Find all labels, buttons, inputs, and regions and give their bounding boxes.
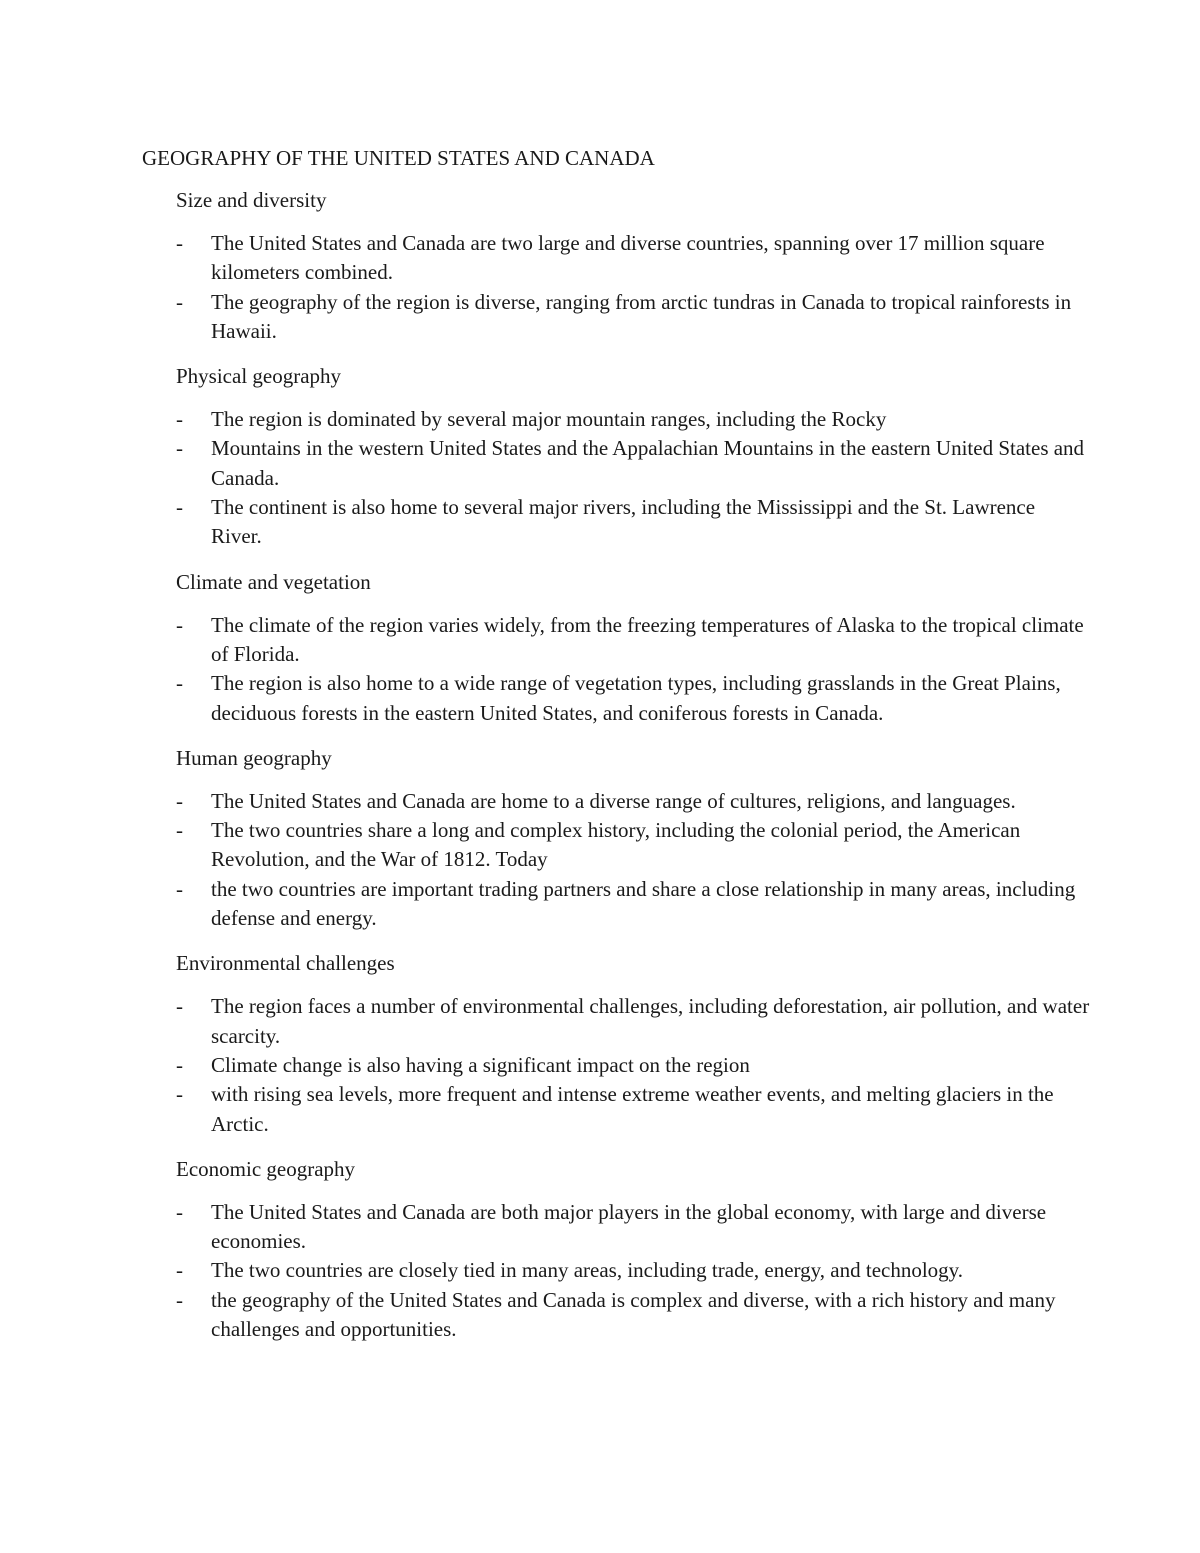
bullet-dash: - [176, 289, 183, 314]
list-item-text: the geography of the United States and Canada is complex and diverse, with a rich history and many challenges and opportunities. [211, 1287, 1056, 1342]
section-heading: Climate and vegetation [176, 569, 371, 594]
document-body [176, 185, 1090, 1359]
list-item-text: The geography of the region is diverse, ranging from arctic tundras in Canada to tropical rainforests in Hawaii. [211, 289, 1072, 343]
list-item [176, 434, 1091, 493]
section-economic-geography [176, 1154, 1076, 1344]
bullet-dash: - [176, 1199, 183, 1224]
list-item [176, 288, 1091, 347]
bullet-list [176, 992, 1090, 1138]
document-title: GEOGRAPHY OF THE UNITED STATES AND CANADA [142, 146, 655, 170]
bullet-dash: - [176, 788, 183, 813]
list-item-text: The region is also home to a wide range of vegetation types, including grasslands in the Great Plains, deciduous forests in the eastern United States, and coniferous forests in Canada. [211, 671, 1061, 725]
bullet-dash: - [176, 495, 183, 520]
section-heading: Physical geography [176, 364, 342, 389]
bullet-list [176, 1198, 1076, 1344]
bullet-dash: - [176, 818, 183, 843]
section-physical-geography [176, 361, 1085, 551]
bullet-dash: - [176, 1258, 183, 1283]
list-item-text: the two countries are important trading partners and share a close relationship in many areas, including defense and energy. [211, 876, 1076, 931]
list-item [176, 493, 1091, 552]
list-item [176, 1051, 1091, 1080]
list-item [176, 1286, 1091, 1345]
bullet-dash: - [176, 994, 183, 1019]
section-heading: Environmental challenges [176, 951, 395, 976]
section-environmental-challenges [176, 948, 1090, 1138]
bullet-dash: - [176, 1052, 183, 1077]
list-item [176, 611, 1091, 670]
bullet-dash: - [176, 436, 183, 461]
section-heading: Economic geography [176, 1156, 356, 1181]
list-item-text: The United States and Canada are home to a diverse range of cultures, religions, and languages. [211, 788, 1016, 813]
bullet-dash: - [176, 407, 183, 432]
list-item [176, 669, 1091, 728]
list-item [176, 787, 1091, 816]
list-item [176, 1198, 1091, 1257]
bullet-dash: - [176, 1082, 183, 1107]
bullet-list [176, 229, 1076, 346]
bullet-list [176, 611, 1084, 728]
list-item [176, 405, 1091, 434]
list-item-text: The climate of the region varies widely, from the freezing temperatures of Alaska to the tropical climate of Florida. [211, 612, 1084, 666]
list-item-text: The region is dominated by several major mountain ranges, including the Rocky [211, 407, 887, 432]
bullet-dash: - [176, 1287, 183, 1312]
list-item [176, 229, 1091, 288]
list-item-text: The two countries are closely tied in many areas, including trade, energy, and technology. [211, 1258, 964, 1283]
list-item-text: The region faces a number of environmental challenges, including deforestation, air pollution, and water scarcity. [211, 994, 1090, 1048]
list-item [176, 875, 1091, 934]
list-item-text: The continent is also home to several major rivers, including the Mississippi and the St. Lawrence River. [211, 495, 1036, 549]
section-size-and-diversity [176, 185, 1076, 346]
bullet-dash: - [176, 231, 183, 255]
section-heading: Human geography [176, 745, 332, 770]
list-item-text: The United States and Canada are two large and diverse countries, spanning over 17 million square kilometers combined. [211, 231, 1045, 285]
list-item-text: Mountains in the western United States and the Appalachian Mountains in the eastern United States and Canada. [211, 436, 1085, 490]
list-item-text: with rising sea levels, more frequent and intense extreme weather events, and melting glaciers in the Arctic. [211, 1082, 1054, 1136]
section-climate-and-vegetation [176, 567, 1084, 728]
bullet-list [176, 405, 1085, 551]
list-item-text: The two countries share a long and complex history, including the colonial period, the American Revolution, and the War of 1812. Today [211, 818, 1021, 872]
bullet-list [176, 787, 1076, 933]
bullet-dash: - [176, 876, 183, 901]
section-heading: Size and diversity [176, 188, 327, 212]
list-item [176, 1256, 1091, 1285]
bullet-dash: - [176, 671, 183, 696]
list-item [176, 816, 1091, 875]
list-item [176, 992, 1091, 1051]
list-item-text: Climate change is also having a significant impact on the region [211, 1052, 750, 1077]
section-human-geography [176, 743, 1076, 933]
list-item [176, 1080, 1091, 1139]
bullet-dash: - [176, 612, 183, 637]
list-item-text: The United States and Canada are both major players in the global economy, with large and diverse economies. [211, 1199, 1047, 1254]
